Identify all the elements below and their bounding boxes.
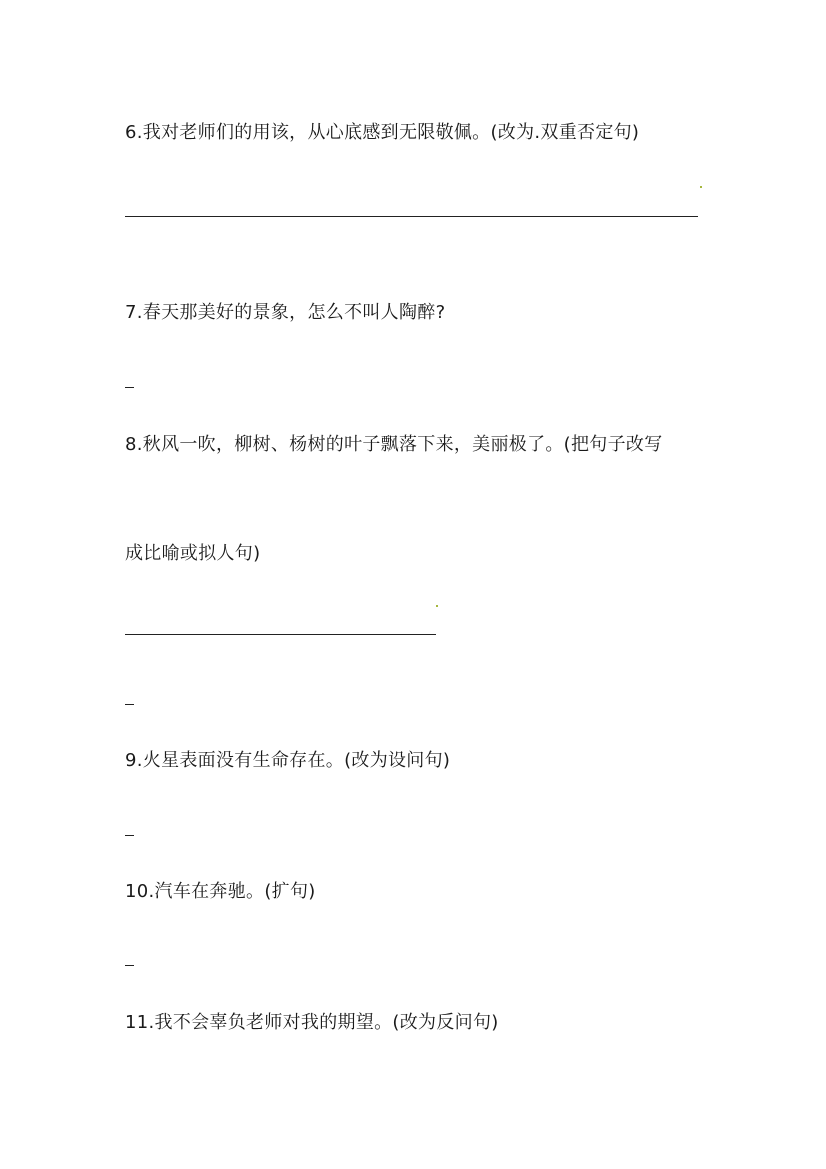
question-text: 汽车在奔驰。(扩句): [154, 881, 316, 902]
question-11: [125, 1012, 499, 1034]
question-number: 9.: [125, 750, 143, 771]
answer-blank[interactable]: [125, 835, 134, 836]
question-text: 我对老师们的用该，从心底感到无限敬佩。(改为.双重否定句): [142, 122, 640, 143]
answer-line[interactable]: [125, 216, 698, 217]
answer-blank[interactable]: [125, 387, 134, 388]
speck-dot: [436, 605, 438, 607]
question-text: 春天那美好的景象，怎么不叫人陶醉?: [142, 302, 446, 323]
question-9: [125, 750, 450, 772]
question-6: [125, 122, 639, 144]
question-number: 10.: [125, 881, 155, 902]
question-text: 火星表面没有生命存在。(改为设问句): [142, 750, 451, 771]
question-8: [125, 434, 663, 456]
question-number: 11.: [125, 1012, 155, 1033]
question-number: 6.: [125, 122, 143, 143]
question-10: [125, 881, 316, 903]
question-text: 秋风一吹，柳树、杨树的叶子飘落下来，美丽极了。(把句子改写: [142, 434, 663, 455]
question-number: 7.: [125, 302, 143, 323]
question-7: [125, 302, 445, 324]
speck-dot: [700, 186, 702, 188]
question-number: 8.: [125, 434, 143, 455]
answer-blank[interactable]: [125, 704, 134, 705]
question-text: 我不会辜负老师对我的期望。(改为反问句): [154, 1012, 499, 1033]
question-8-continuation: 成比喻或拟人句): [125, 543, 261, 564]
answer-blank[interactable]: [125, 965, 134, 966]
answer-line[interactable]: [125, 634, 436, 635]
